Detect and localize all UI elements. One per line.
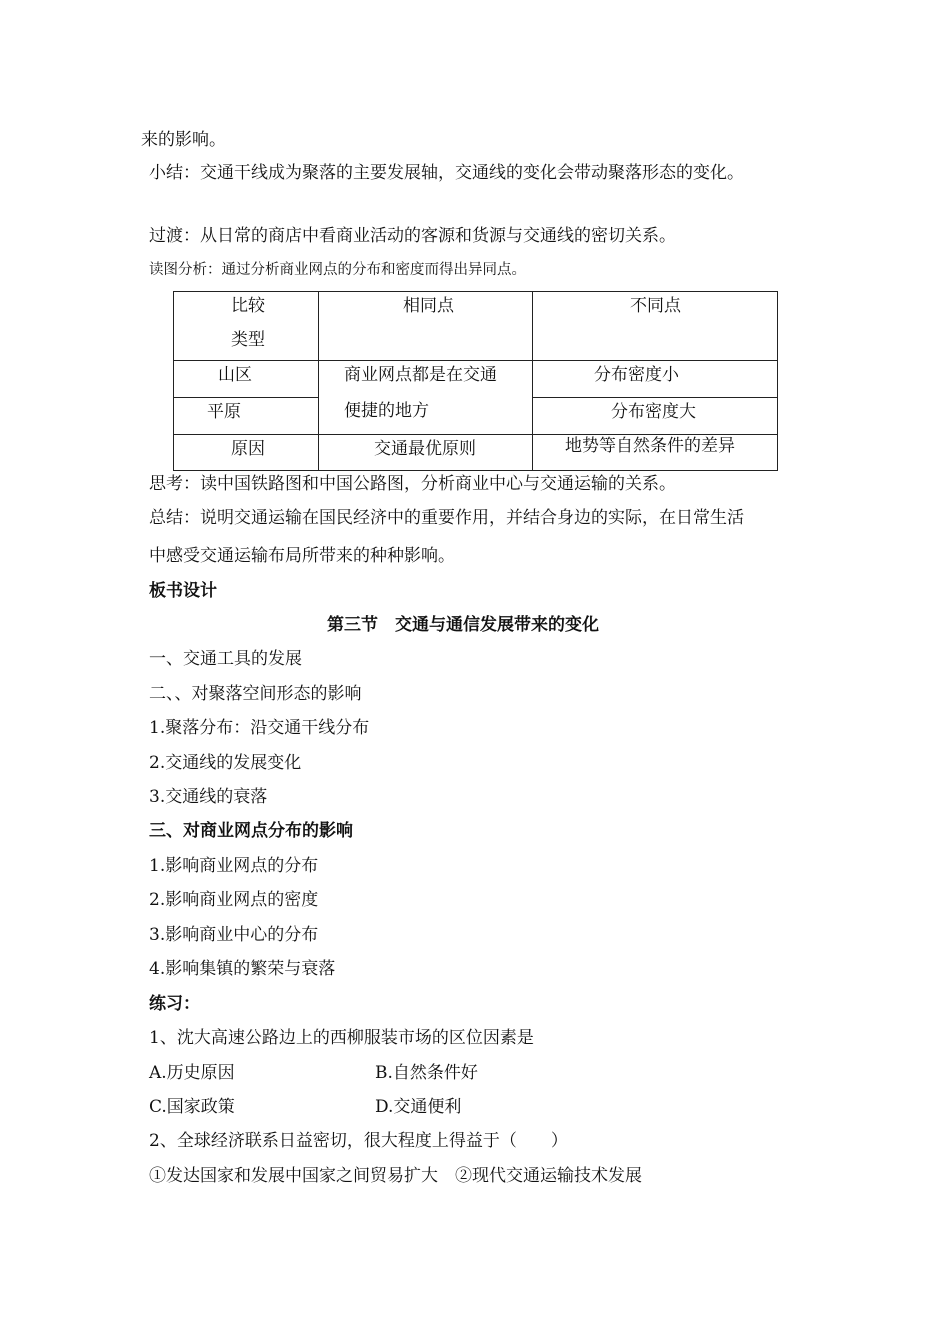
list-item: 3.影响商业中心的分布 xyxy=(149,925,319,945)
row-same-cell: 交通最优原则 xyxy=(319,435,533,471)
q1-option-b: B.自然条件好 xyxy=(375,1063,478,1083)
list-item: 一、交通工具的发展 xyxy=(149,649,302,669)
header-type-label: 类型 xyxy=(231,330,265,350)
board-design-heading: 板书设计 xyxy=(149,581,217,601)
row-type-cell: 平原 xyxy=(174,398,319,435)
question-2-items: ①发达国家和发展中国家之间贸易扩大 ②现代交通运输技术发展 xyxy=(149,1166,642,1186)
board-title: 第三节 交通与通信发展带来的变化 xyxy=(327,615,599,635)
header-same-label: 相同点 xyxy=(403,296,454,316)
conclusion-line-1: 总结：说明交通运输在国民经济中的重要作用，并结合身边的实际，在日常生活 xyxy=(149,508,744,528)
row-diff-cell: 地势等自然条件的差异 xyxy=(533,435,778,471)
thinking-text: 思考：读中国铁路图和中国公路图，分析商业中心与交通运输的关系。 xyxy=(149,474,676,494)
table-header-row xyxy=(174,292,778,361)
row-diff-cell: 分布密度大 xyxy=(533,398,778,435)
row-diff-cell: 分布密度小 xyxy=(533,361,778,398)
summary-text: 小结：交通干线成为聚落的主要发展轴，交通线的变化会带动聚落形态的变化。 xyxy=(149,163,744,183)
q1-option-d: D.交通便利 xyxy=(375,1097,462,1117)
list-item: 1.影响商业网点的分布 xyxy=(149,856,319,876)
question-1: 1、沈大高速公路边上的西柳服装市场的区位因素是 xyxy=(149,1028,534,1048)
header-diff-label: 不同点 xyxy=(630,296,681,316)
question-2: 2、全球经济联系日益密切，很大程度上得益于（ ） xyxy=(149,1131,568,1151)
list-item: 3.交通线的衰落 xyxy=(149,787,268,807)
reading-analysis-text: 读图分析：通过分析商业网点的分布和密度而得出异同点。 xyxy=(149,262,526,278)
list-item: 4.影响集镇的繁荣与衰落 xyxy=(149,959,336,979)
row-type-cell: 原因 xyxy=(174,435,319,471)
header-compare-cell xyxy=(174,292,319,361)
transition-text: 过渡：从日常的商店中看商业活动的客源和货源与交通线的密切关系。 xyxy=(149,226,676,246)
comparison-table xyxy=(173,291,778,471)
q1-option-c: C.国家政策 xyxy=(149,1097,235,1117)
header-compare-label: 比较 xyxy=(231,296,265,316)
conclusion-line-2: 中感受交通运输布局所带来的种种影响。 xyxy=(149,546,455,566)
list-item: 1.聚落分布：沿交通干线分布 xyxy=(149,718,370,738)
row-type-cell: 山区 xyxy=(174,361,319,398)
continued-text: 来的影响。 xyxy=(141,130,226,150)
section-3-heading: 三、对商业网点分布的影响 xyxy=(149,821,353,841)
list-item: 二、、对聚落空间形态的影响 xyxy=(149,684,362,704)
exercise-heading: 练习： xyxy=(149,994,200,1014)
header-same-cell xyxy=(319,292,533,361)
header-diff-cell xyxy=(533,292,778,361)
table-row xyxy=(174,435,778,471)
list-item: 2.影响商业网点的密度 xyxy=(149,890,319,910)
merged-same-cell: 商业网点都是在交通 便捷的地方 xyxy=(319,361,533,435)
q1-option-a: A.历史原因 xyxy=(149,1063,235,1083)
table-row xyxy=(174,361,778,398)
list-item: 2.交通线的发展变化 xyxy=(149,753,302,773)
